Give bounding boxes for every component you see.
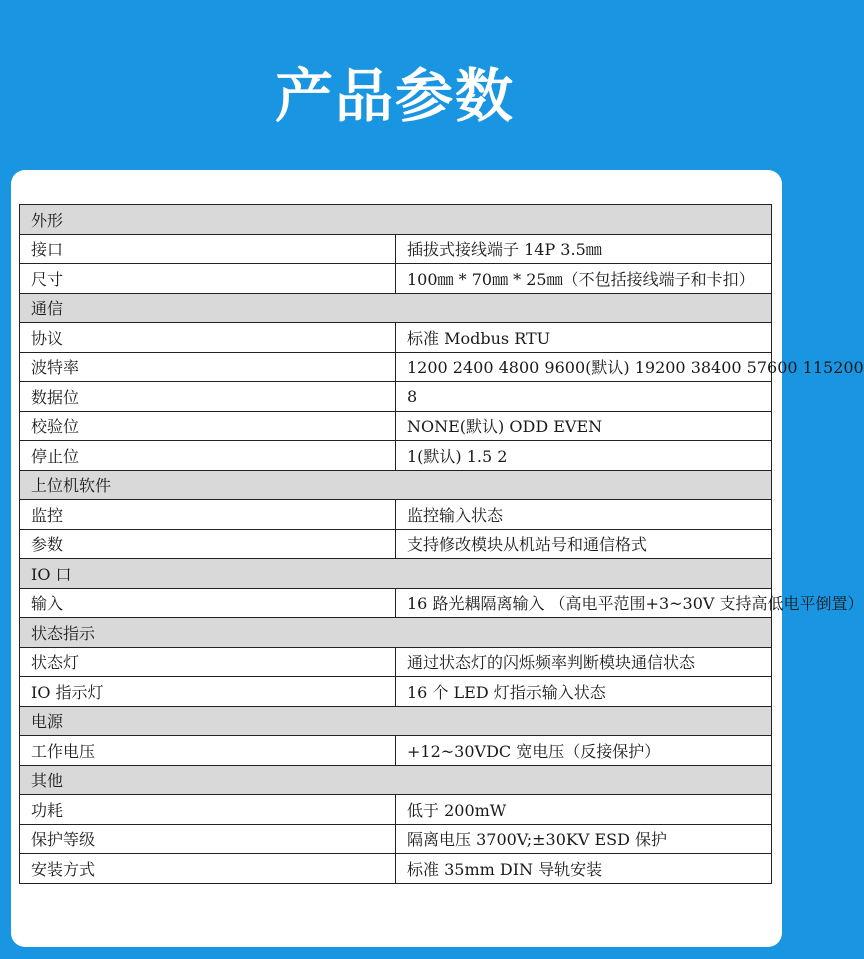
param-key: 保护等级: [20, 824, 396, 854]
table-row: [20, 854, 772, 884]
param-value: 支持修改模块从机站号和通信格式: [396, 529, 772, 559]
param-key: 参数: [20, 529, 396, 559]
param-key: 工作电压: [20, 736, 396, 766]
param-value: 监控输入状态: [396, 500, 772, 530]
param-value: 隔离电压 3700V;±30KV ESD 保护: [396, 824, 772, 854]
table-row: [20, 411, 772, 441]
table-row: [20, 323, 772, 353]
table-row: [20, 234, 772, 264]
table-row: [20, 824, 772, 854]
param-value: 标准 Modbus RTU: [396, 323, 772, 353]
param-value: +12~30VDC 宽电压（反接保护）: [396, 736, 772, 766]
table-row: [20, 588, 772, 618]
table-row: [20, 736, 772, 766]
table-row: [20, 352, 772, 382]
param-value: NONE(默认) ODD EVEN: [396, 411, 772, 441]
section-header-row: [20, 618, 772, 648]
table-row: [20, 647, 772, 677]
section-header-row: [20, 470, 772, 500]
page-title: 产品参数: [274, 62, 515, 130]
param-key: 数据位: [20, 382, 396, 412]
section-header-row: [20, 765, 772, 795]
param-value: 低于 200mW: [396, 795, 772, 825]
param-value: 插拔式接线端子 14P 3.5㎜: [396, 234, 772, 264]
section-header-row: [20, 293, 772, 323]
param-value: 1(默认) 1.5 2: [396, 441, 772, 471]
param-key: 监控: [20, 500, 396, 530]
section-header-row: [20, 706, 772, 736]
param-key: 协议: [20, 323, 396, 353]
param-key: 波特率: [20, 352, 396, 382]
param-value: 通过状态灯的闪烁频率判断模块通信状态: [396, 647, 772, 677]
section-title: 通信: [20, 293, 772, 323]
param-key: 尺寸: [20, 264, 396, 294]
table-row: [20, 529, 772, 559]
param-value: 1200 2400 4800 9600(默认) 19200 38400 57600 115200: [396, 352, 772, 382]
param-value: 100㎜ * 70㎜ * 25㎜（不包括接线端子和卡扣）: [396, 264, 772, 294]
param-key: IO 指示灯: [20, 677, 396, 707]
table-row: [20, 441, 772, 471]
params-table-body: [20, 205, 864, 884]
section-title: 上位机软件: [20, 470, 772, 500]
param-value: 16 个 LED 灯指示输入状态: [396, 677, 772, 707]
param-key: 状态灯: [20, 647, 396, 677]
params-card: [11, 170, 864, 947]
section-title: 外形: [20, 205, 772, 235]
param-key: 输入: [20, 588, 396, 618]
param-key: 功耗: [20, 795, 396, 825]
param-key: 接口: [20, 234, 396, 264]
param-key: 停止位: [20, 441, 396, 471]
section-header-row: [20, 559, 772, 589]
table-row: [20, 500, 772, 530]
table-row: [20, 677, 772, 707]
table-row: [20, 264, 772, 294]
table-row: [20, 382, 772, 412]
param-value: 8: [396, 382, 772, 412]
section-title: 其他: [20, 765, 772, 795]
param-key: 校验位: [20, 411, 396, 441]
section-title: 状态指示: [20, 618, 772, 648]
section-header-row: [20, 205, 772, 235]
param-key: 安装方式: [20, 854, 396, 884]
param-value: 16 路光耦隔离输入 （高电平范围+3~30V 支持高低电平倒置）: [396, 588, 772, 618]
param-value: 标准 35mm DIN 导轨安装: [396, 854, 772, 884]
section-title: 电源: [20, 706, 772, 736]
table-row: [20, 795, 772, 825]
params-table: [19, 204, 864, 884]
section-title: IO 口: [20, 559, 772, 589]
